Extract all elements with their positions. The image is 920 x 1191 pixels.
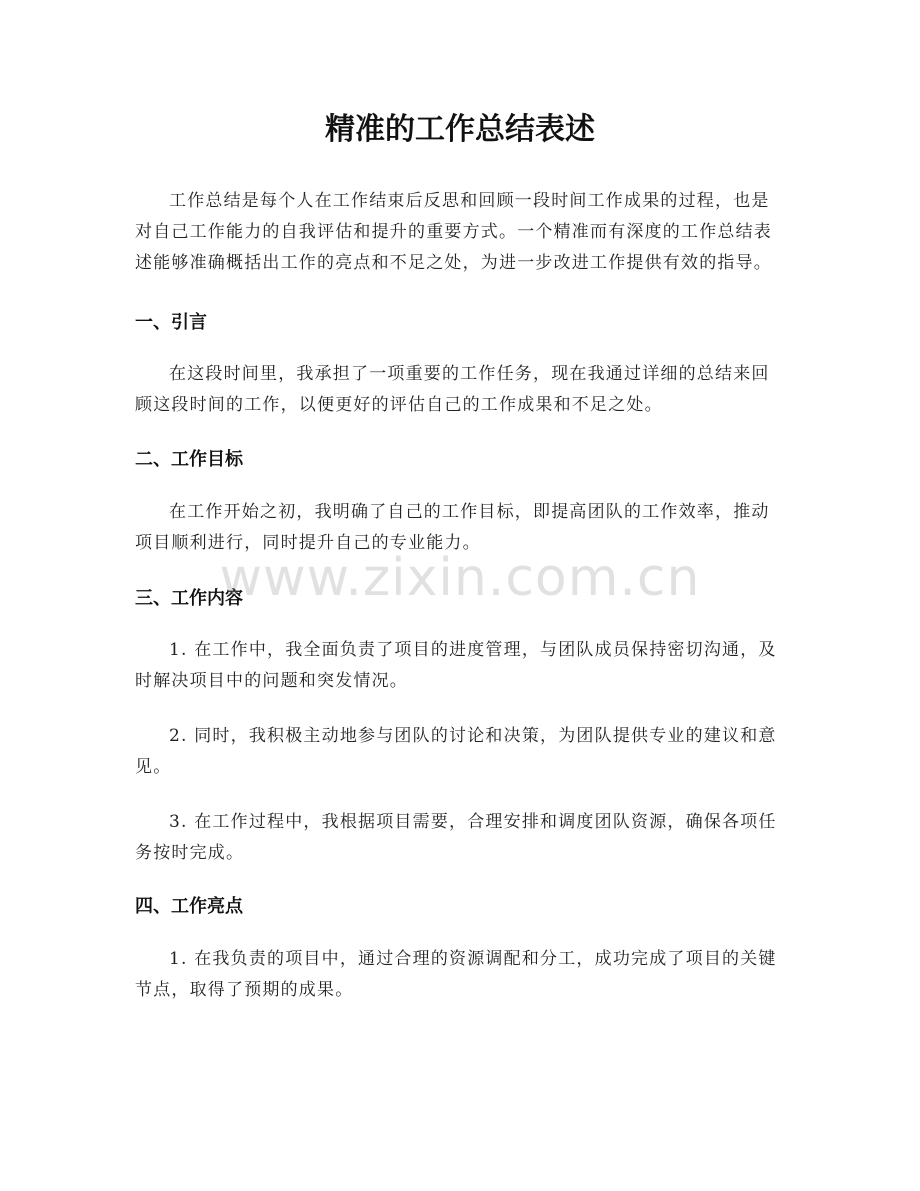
section-paragraph: 在这段时间里，我承担了一项重要的工作任务，现在我通过详细的总结来回顾这段时间的工作，以便更好的评估自己的工作成果和不足之处。: [135, 364, 770, 415]
section-heading-highlights: 四、工作亮点: [135, 896, 243, 917]
section-heading-introduction: 一、引言: [135, 312, 207, 333]
document-title: 精准的工作总结表述: [325, 112, 595, 147]
section-heading-goals: 二、工作目标: [135, 449, 243, 470]
watermark-text: www.zixin.com.cn: [219, 548, 701, 608]
intro-paragraph: 工作总结是每个人在工作结束后反思和回顾一段时间工作成果的过程，也是对自己工作能力的自我评估和提升的重要方式。一个精准而有深度的工作总结表述能够准确概括出工作的亮点和不足之处，为进一步改进工作提供有效的指导。: [135, 191, 772, 273]
list-item: 3. 在工作过程中，我根据项目需要，合理安排和调度团队资源，确保各项任务按时完成。: [135, 812, 777, 863]
section-heading-work-content: 三、工作内容: [135, 588, 243, 609]
list-item: 2. 同时，我积极主动地参与团队的讨论和决策，为团队提供专业的建议和意见。: [135, 726, 777, 777]
list-item: 1. 在工作中，我全面负责了项目的进度管理，与团队成员保持密切沟通，及时解决项目中的问题和突发情况。: [135, 640, 777, 691]
section-paragraph: 在工作开始之初，我明确了自己的工作目标，即提高团队的工作效率，推动项目顺利进行，同时提升自己的专业能力。: [135, 502, 770, 553]
list-item: 1. 在我负责的项目中，通过合理的资源调配和分工，成功完成了项目的关键节点，取得了预期的成果。: [135, 949, 777, 1000]
